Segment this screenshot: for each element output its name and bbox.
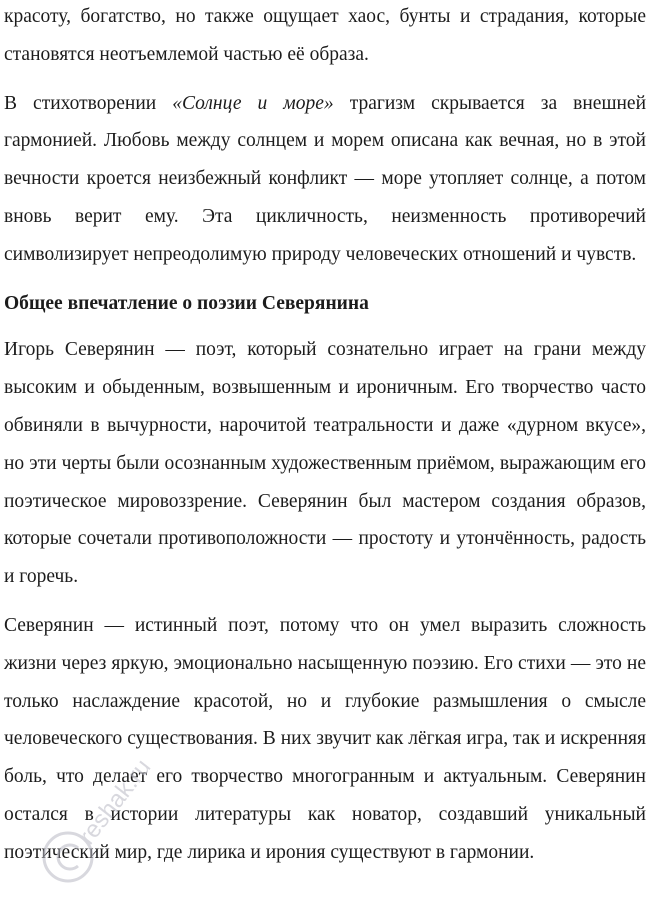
watermark-text: reshak.ru <box>73 754 157 850</box>
paragraph-body-text: трагизм скрывается за внешней гармонией. Любовь между солнцем и морем описана как вечная, но в этой вечности кроется неизбежный конфликт — море утопляет солнце, а потом вновь верит ему. Эта цикличность, неизменность противоречий символизирует непреодолимую природу человеческих отношений и чувств. <box>4 92 646 265</box>
paragraph-intro-continuation: красоту, богатство, но также ощущает хаос, бунты и страдания, которые становятся неотъемлемой частью её образа. <box>4 6 646 65</box>
paragraph-overall-impression: Игорь Северянин — поэт, который сознательно играет на грани между высоким и обыденным, возвышенным и ироничным. Его творчество часто обвиняли в вычурности, нарочитой театральности и даже «дурном вкусе», но эти черты были осознанным художественным приёмом, выражающим его поэтическое мировоззрение. Северянин был мастером создания образов, которые сочетали противоположности — простоту и утончённость, радость и горечь. <box>4 339 646 588</box>
paragraph-lead-text: В стихотворении <box>4 92 173 114</box>
section-heading: Общее впечатление о поэзии Северянина <box>4 292 369 314</box>
poem-title: «Солнце и море» <box>172 92 334 114</box>
paragraph-sun-and-sea <box>4 85 646 274</box>
paragraph-conclusion: Северянин — истинный поэт, потому что он умел выразить сложность жизни через яркую, эмоционально насыщенную поэзию. Его стихи — это не только наслаждение красотой, но и глубокие размышления о смысле человеческого существования. В них звучит как лёгкая игра, так и искренняя боль, что делает его творчество многогранным и актуальным. Северянин остался в истории литературы как новатор, создавший уникальный поэтический мир, где лирика и ирония существуют в гармонии. <box>4 614 646 863</box>
